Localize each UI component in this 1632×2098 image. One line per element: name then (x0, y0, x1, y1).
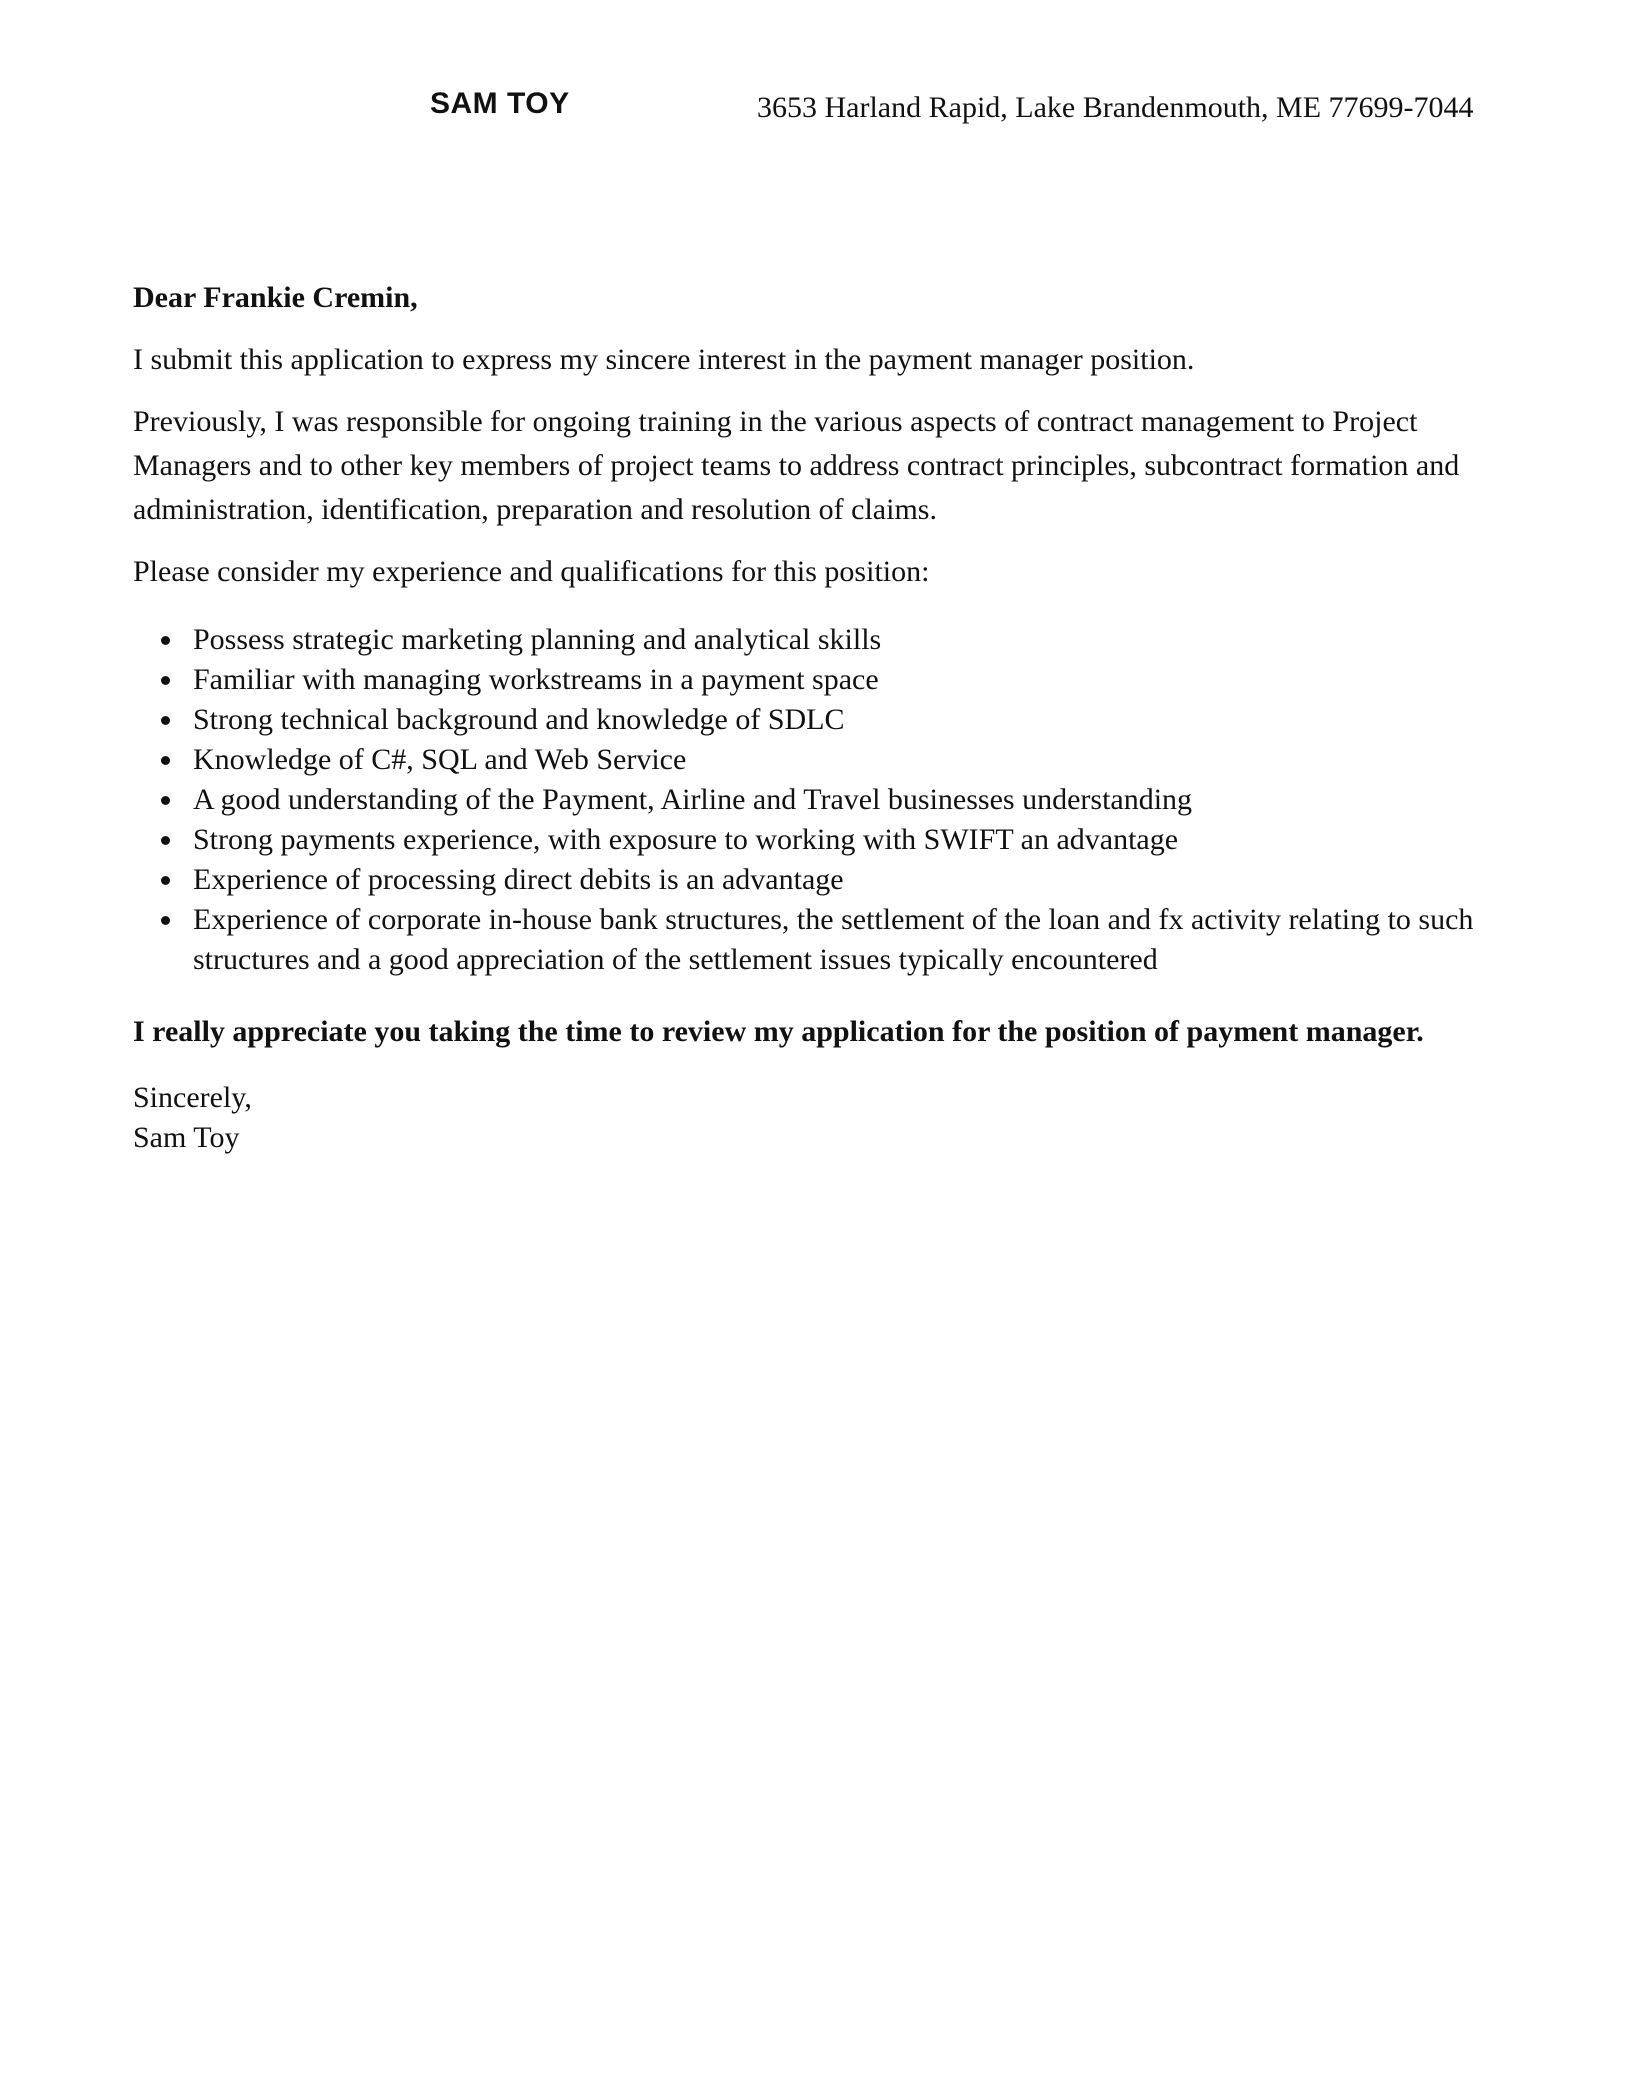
letter-body (133, 276, 1499, 1158)
salutation: Dear Frankie Cremin, (133, 281, 418, 314)
sender-name: SAM TOY (430, 87, 570, 120)
signoff-word: Sincerely, (133, 1081, 252, 1114)
closing-paragraph: I really appreciate you taking the time to review my application for the position of payment manager. (133, 1015, 1424, 1048)
qualification-item: • Experience of corporate in-house bank structures, the settlement of the loan and fx activity relating to such structures and a good appreciation of the settlement issues typically encountered (185, 900, 1499, 980)
background-paragraph: Previously, I was responsible for ongoing training in the various aspects of contract management to Project Managers and to other key members of project teams to address contract principles, subcontract formation and administration, identification, preparation and resolution of claims. (133, 405, 1460, 526)
qualifications-lead: Please consider my experience and qualifications for this position: (133, 555, 930, 588)
qualification-item: • Possess strategic marketing planning and analytical skills (185, 620, 1499, 660)
signoff-block (133, 1078, 1499, 1158)
qualification-item: • Knowledge of C#, SQL and Web Service (185, 740, 1499, 780)
qualifications-list (133, 620, 1499, 980)
letter-header (133, 86, 1499, 130)
qualification-item: • Experience of processing direct debits is an advantage (185, 860, 1499, 900)
signature-name: Sam Toy (133, 1121, 240, 1154)
qualification-item: • Strong technical background and knowledge of SDLC (185, 700, 1499, 740)
qualification-item: • Familiar with managing workstreams in a payment space (185, 660, 1499, 700)
intro-paragraph: I submit this application to express my sincere interest in the payment manager position. (133, 343, 1195, 376)
qualification-item: • Strong payments experience, with exposure to working with SWIFT an advantage (185, 820, 1499, 860)
sender-address: 3653 Harland Rapid, Lake Brandenmouth, ME 77699-7044 (757, 91, 1474, 124)
qualification-item: • A good understanding of the Payment, Airline and Travel businesses understanding (185, 780, 1499, 820)
